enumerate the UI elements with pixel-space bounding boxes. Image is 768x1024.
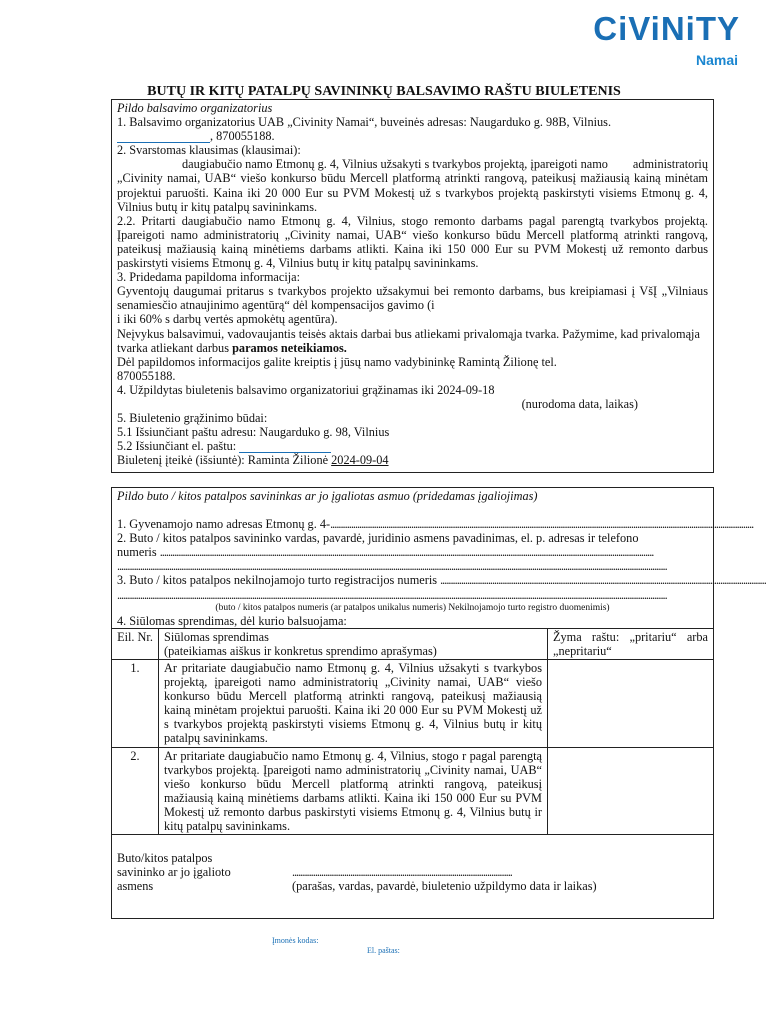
document-title: BUTŲ IR KITŲ PATALPŲ SAVININKŲ BALSAVIMO RAŠTU BIULETENIS (147, 84, 621, 99)
manager-phone: 870055188. (117, 368, 176, 383)
owner-name-label: 2. Buto / kitos patalpos savininko vardas, pavardė, juridinio asmens pavadinimas, el. p. adresas ir telefono (117, 531, 639, 546)
civinity-logo (590, 10, 740, 66)
email-label: El. paštas: (367, 946, 400, 955)
return-methods-heading: 5. Biuletenio grąžinimo būdai: (117, 411, 268, 426)
row-number: 2. (112, 747, 159, 835)
company-code-label: Įmonės kodas: (272, 936, 319, 945)
col-mark-header: Žyma raštu: „pritariu“ arba „nepritariu“ (548, 628, 714, 659)
proposals-table (111, 628, 714, 835)
registration-number-note: (buto / kitos patalpos numeris (ar patalpos unikalus numeris) Nekilnojamojo turto registro duomenimis) (215, 602, 610, 613)
organizer-section-heading: Pildo balsavimo organizatorius (117, 101, 273, 115)
no-support-note: paramos neteikiamos. (232, 340, 347, 355)
question-2-2: 2.2. Pritarti daugiabučio namo Etmonų g. 4, Vilnius, stogo remonto darbams pagal parengtą tvarkybos projektą. Įpareigoti namo administratorių „Civinity namai, UAB“ viešo konkurso būdu Mercell platformą atrinkti rangovą, pateikusį mažiausią kainą minėtiems darbams atlikti. Kaina iki 150 000 Eur su PVM Mokestį už remonto darbus paskirstyti visiems Etmonų g. 4, Vilnius butų ir kitų patalpų savininkams. (117, 213, 708, 271)
organizer-address: 1. Balsavimo organizatorius UAB „Civinity Namai“, buveinės adresas: Naugarduko g. 98B, Vilnius. (117, 115, 612, 130)
additional-info-mandatory: Neįvykus balsavimui, vadovaujantis teisės aktais darbai bus atliekami privalomąja tvarka. Pažymime, kad privalomąja tvarka atliekant darbus paramos neteikiamos. (117, 326, 700, 355)
issued-by: Biuletenį įteikė (išsiuntė): Raminta Žilionė 2024-09-04 (117, 453, 389, 468)
proposal-heading: 4. Siūlomas sprendimas, dėl kurio balsuojama: (117, 613, 347, 628)
manager-contact: Dėl papildomos informacijos galite kreiptis į jūsų namo vadybininkę Ramintą Žilionę tel. 870055188. (117, 354, 557, 383)
logo-wordmark: CiViNiTY (593, 10, 740, 47)
signature-label: Buto/kitos patalpos savininko ar jo įgalioto asmens (117, 851, 231, 894)
email-blank[interactable] (239, 440, 331, 453)
signature-block (117, 843, 708, 893)
owner-name-field-cont[interactable]: ......................................................................................................................................................................................................................................................................... (117, 559, 667, 574)
table-header-row (112, 628, 714, 659)
proposal-text: Ar pritariate daugiabučio namo Etmonų g. 4, Vilnius, stogo r pagal parengtą tvarkybos projektą. Įpareigoti namo administratorių „Civinity namai, UAB“ viešo konkurso būdu Mercell platformą atrinkti rangovą, pateikusį mažiausią kainą minėtiems darbams atlikti. Kaina iki 150 000 Eur su PVM Mokestį už remonto darbus paskirstyti visiems Etmonų g. 4, Vilnius butų ir kitų patalpų savininkams. (159, 747, 548, 835)
organizer-phone-blank[interactable] (117, 130, 210, 143)
col-proposal-header: Siūlomas sprendimas (pateikiamas aiškus ir konkretus sprendimo aprašymas) (159, 628, 548, 659)
return-by-post: 5.1 Išsiunčiant paštu adresu: Naugarduko g. 98, Vilnius (117, 425, 390, 440)
question-2-1: daugiabučio namo Etmonų g. 4, Vilnius užsakyti s tvarkybos projektą, įpareigoti namo administratorių „Civinity namai, UAB“ viešo konkurso būdu Mercell platformą atrinkti rangovą, pateikusį mažiausią kainą minėtam projektui paruošti. Kaina iki 20 000 Eur su PVM Mokestį už s tvarkybos projektą paskirstyti visiems Etmonų g. 4, Vilnius butų ir kitų patalpų savininkams. (117, 157, 708, 214)
owner-section-heading: Pildo buto / kitos patalpos savininkas ar jo įgaliotas asmuo (pridedamas įgaliojimas) (117, 489, 538, 503)
vote-mark-cell-2[interactable] (548, 747, 714, 835)
additional-info-compensation: Gyventojų daugumai pritarus s tvarkybos projekto užsakymui bei remonto darbams, bus kreipiamasi į VšĮ „Vilniaus senamiesčio atnaujinimo agentūrą“ dėl kompensacijos gavimo (i i iki 60% s darbų vertės apmokėtų agentūra). (117, 284, 708, 327)
organizer-section (111, 99, 714, 473)
logo-subtitle: Namai (695, 52, 738, 68)
registration-number-field-cont[interactable]: ......................................................................................................................................................................................................................................................................... (117, 587, 667, 602)
additional-info-heading: 3. Pridedama papildoma informacija: (117, 270, 301, 285)
vote-mark-cell-1[interactable] (548, 659, 714, 747)
row-number: 1. (112, 659, 159, 747)
owner-section (111, 487, 766, 919)
issued-date: 2024-09-04 (331, 453, 389, 468)
registration-number-field[interactable]: 3. Buto / kitos patalpos nekilnojamojo turto registracijos numeris ............................................................................................................................................................. (117, 573, 766, 588)
col-number-header: Eil. Nr. (112, 628, 159, 659)
table-row (112, 659, 714, 747)
signature-note: (parašas, vardas, pavardė, biuletenio užpildymo data ir laikas) (292, 879, 597, 894)
organizer-phone: , 870055188. (210, 129, 275, 144)
proposal-text: Ar pritariate daugiabučio namo Etmonų g. 4, Vilnius užsakyti s tvarkybos projektą, įpareigoti namo administratorių „Civinity namai, UAB“ viešo konkurso būdu Mercell platformą atrinkti rangovą, pateikusį mažiausią kainą minėtam projektui paruošti. Kaina iki 20 000 Eur su PVM Mokestį už s tvarkybos projektą paskirstyti visiems Etmonų g. 4, Vilnius butų ir kitų patalpų savininkams. (159, 659, 548, 747)
question-heading: 2. Svarstomas klausimas (klausimai): (117, 143, 301, 158)
organizer-info (117, 115, 708, 143)
address-field[interactable]: 1. Gyvenamojo namo adresas Etmonų g. 4-............................................................................................................................................................................................................ (117, 517, 754, 532)
return-by-email: 5.2 Išsiunčiant el. paštu: (117, 439, 708, 453)
return-deadline-note: (nurodoma data, laikas) (521, 396, 638, 411)
signature-field[interactable]: .......................................................................................................... (292, 865, 512, 880)
return-deadline: 4. Užpildytas biuletenis balsavimo organizatoriui grąžinamas iki 2024-09-18 (117, 382, 495, 397)
owner-name-field[interactable]: numeris .............................................................................................................................................................................................................................................. (117, 545, 654, 560)
table-row (112, 747, 714, 835)
